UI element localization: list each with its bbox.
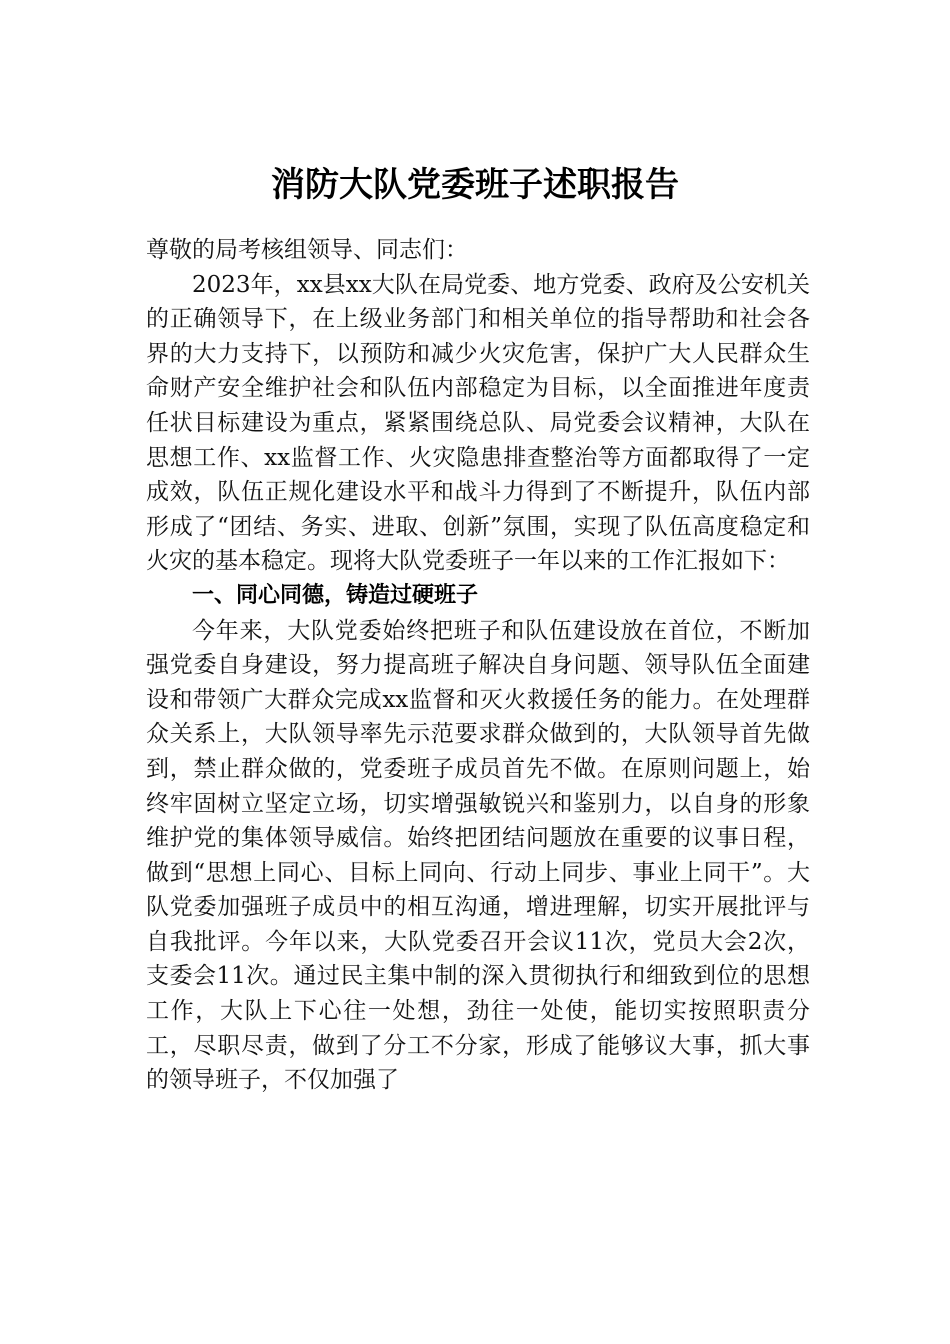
section-1-paragraph: 今年来，大队党委始终把班子和队伍建设放在首位，不断加强党委自身建设，努力提高班子解决自身问题、领导队伍全面建设和带领广大群众完成xx监督和灭火救援任务的能力。在处理群众关系上，大队领导率先示范要求群众做到的，大队领导首先做到，禁止群众做的，党委班子成员首先不做。在原则问题上，始终牢固树立坚定立场，切实增强敏锐兴和鉴别力，以自身的形象维护党的集体领导威信。始终把团结问题放在重要的议事日程，做到“思想上同心、目标上同向、行动上同步、事业上同干”。大队党委加强班子成员中的相互沟通，增进理解，切实开展批评与自我批评。今年以来，大队党委召开会议11次，党员大会2次，支委会11次。通过民主集中制的深入贯彻执行和细致到位的思想工作，大队上下心往一处想，劲往一处使，能切实按照职责分工，尽职尽责，做到了分工不分家，形成了能够议大事，抓大事的领导班子，不仅加强了 [146,617,810,1094]
section-heading-1: 一、同心同德，铸造过硬班子 [192,582,479,608]
salutation: 尊敬的局考核组领导、同志们： [146,237,468,263]
intro-paragraph: 2023年，xx县xx大队在局党委、地方党委、政府及公安机关的正确领导下，在上级业务部门和相关单位的指导帮助和社会各界的大力支持下，以预防和减少火灾危害，保护广大人民群众生命财产安全维护社会和队伍内部稳定为目标，以全面推进年度责任状目标建设为重点，紧紧围绕总队、局党委会议精神，大队在思想工作、xx监督工作、火灾隐患排查整治等方面都取得了一定成效，队伍正规化建设水平和战斗力得到了不断提升，队伍内部形成了“团结、务实、进取、创新”氛围，实现了队伍高度稳定和火灾的基本稳定。现将大队党委班子一年以来的工作汇报如下： [146,271,810,575]
document-title: 消防大队党委班子述职报告 [271,165,679,205]
document-body [146,233,810,1098]
